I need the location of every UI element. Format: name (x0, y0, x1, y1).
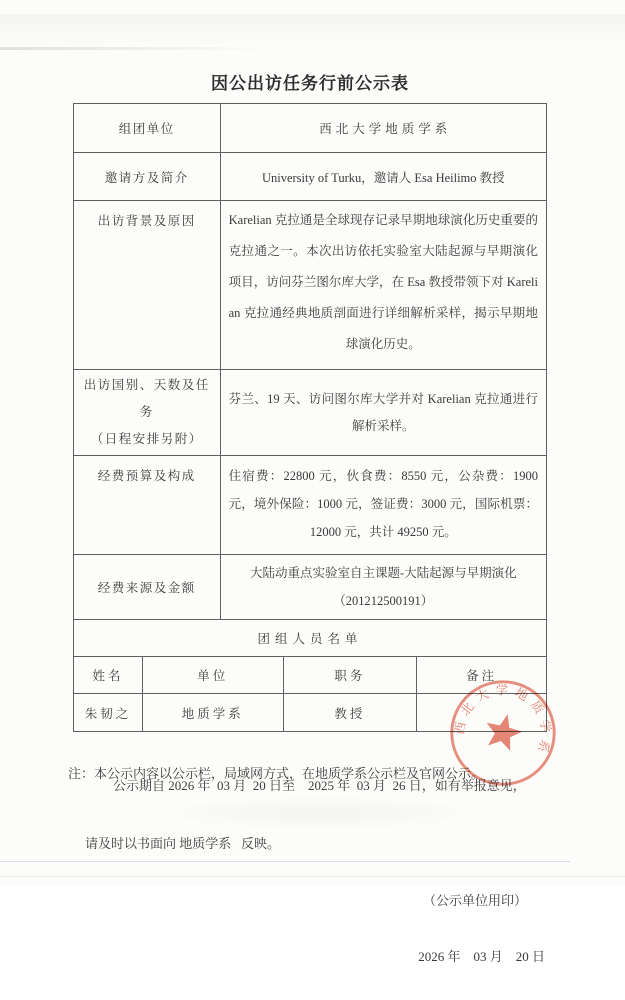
member-name: 朱韧之 (74, 694, 143, 732)
page-title: 因公出访任务行前公示表 (211, 74, 409, 93)
table-row-budget (74, 456, 547, 555)
row-label-line2: （日程安排另附） (90, 432, 203, 446)
row-value: 芬兰、19 天、访问图尔库大学并对 Karelian 克拉通进行解析采样。 (220, 370, 546, 456)
row-label: 经费来源及金额 (74, 555, 221, 620)
row-value (220, 555, 546, 620)
row-label (74, 370, 221, 456)
table-row-team-header (74, 620, 547, 657)
column-header-unit: 单位 (143, 657, 283, 694)
table-row-inviter (74, 153, 547, 201)
form-table (73, 103, 547, 657)
seal-star-icon (481, 710, 525, 753)
row-value: Karelian 克拉通是全球现存记录早期地球演化历史重要的克拉通之一。本次出访依托实验室大陆起源与早期演化项目，访问芬兰图尔库大学，在 Esa 教授带领下对 Karelian 克拉通经典地质剖面进行详细解析采样，揭示早期地球演化历史。 (220, 201, 546, 370)
member-position: 教授 (283, 694, 417, 732)
seal-text: 西北大学地质学系 (452, 683, 554, 760)
team-section-title: 团组人员名单 (74, 620, 547, 657)
column-header-position: 职务 (283, 657, 417, 694)
table-row-background (74, 201, 547, 370)
row-label: 经费预算及构成 (74, 456, 221, 555)
table-row-destination (74, 370, 547, 456)
column-header-name: 姓名 (74, 657, 143, 694)
row-label: 出访背景及原因 (74, 201, 221, 370)
seal-hint: （公示单位用印） (422, 893, 527, 908)
document-body (73, 69, 547, 1000)
member-unit: 地质学系 (143, 694, 283, 732)
column-header-remark: 备注 (417, 657, 547, 694)
row-label: 邀请方及简介 (74, 153, 221, 201)
row-value-line1: 大陆动重点实验室自主课题-大陆起源与早期演化 (249, 566, 517, 580)
feedback-line: 请及时以书面向 地质学系 反映。 (85, 836, 281, 851)
row-value: 西北大学地质学系 (220, 104, 546, 153)
table-row-funding (74, 555, 547, 620)
row-value: University of Turku，邀请人 Esa Heilimo 教授 (220, 153, 546, 201)
row-value: 住宿费：22800 元，伙食费：8550 元，公杂费：1900 元，境外保险：1000 元，签证费：3000 元，国际机票：12000 元，共计 49250 元。 (220, 456, 546, 555)
signature-date: 2026 年 03 月 20 日 (418, 949, 545, 964)
notice-period-line: 公示期自 2026 年 03 月 20 日至 2025 年 03 月 26 日，如有举报意见， (113, 778, 526, 793)
row-label: 组团单位 (74, 104, 221, 153)
scan-artifact (0, 47, 270, 50)
official-seal-stamp (446, 676, 560, 790)
row-label-line1: 出访国别、天数及任务 (83, 378, 210, 419)
scan-artifact (0, 14, 625, 48)
table-row-organizer (74, 104, 547, 153)
row-value-line2: （201212500191） (333, 594, 434, 608)
bottom-note: 注：本公示内容以公示栏，局域网方式，在地质学系公示栏及官网公示。 (68, 766, 485, 781)
